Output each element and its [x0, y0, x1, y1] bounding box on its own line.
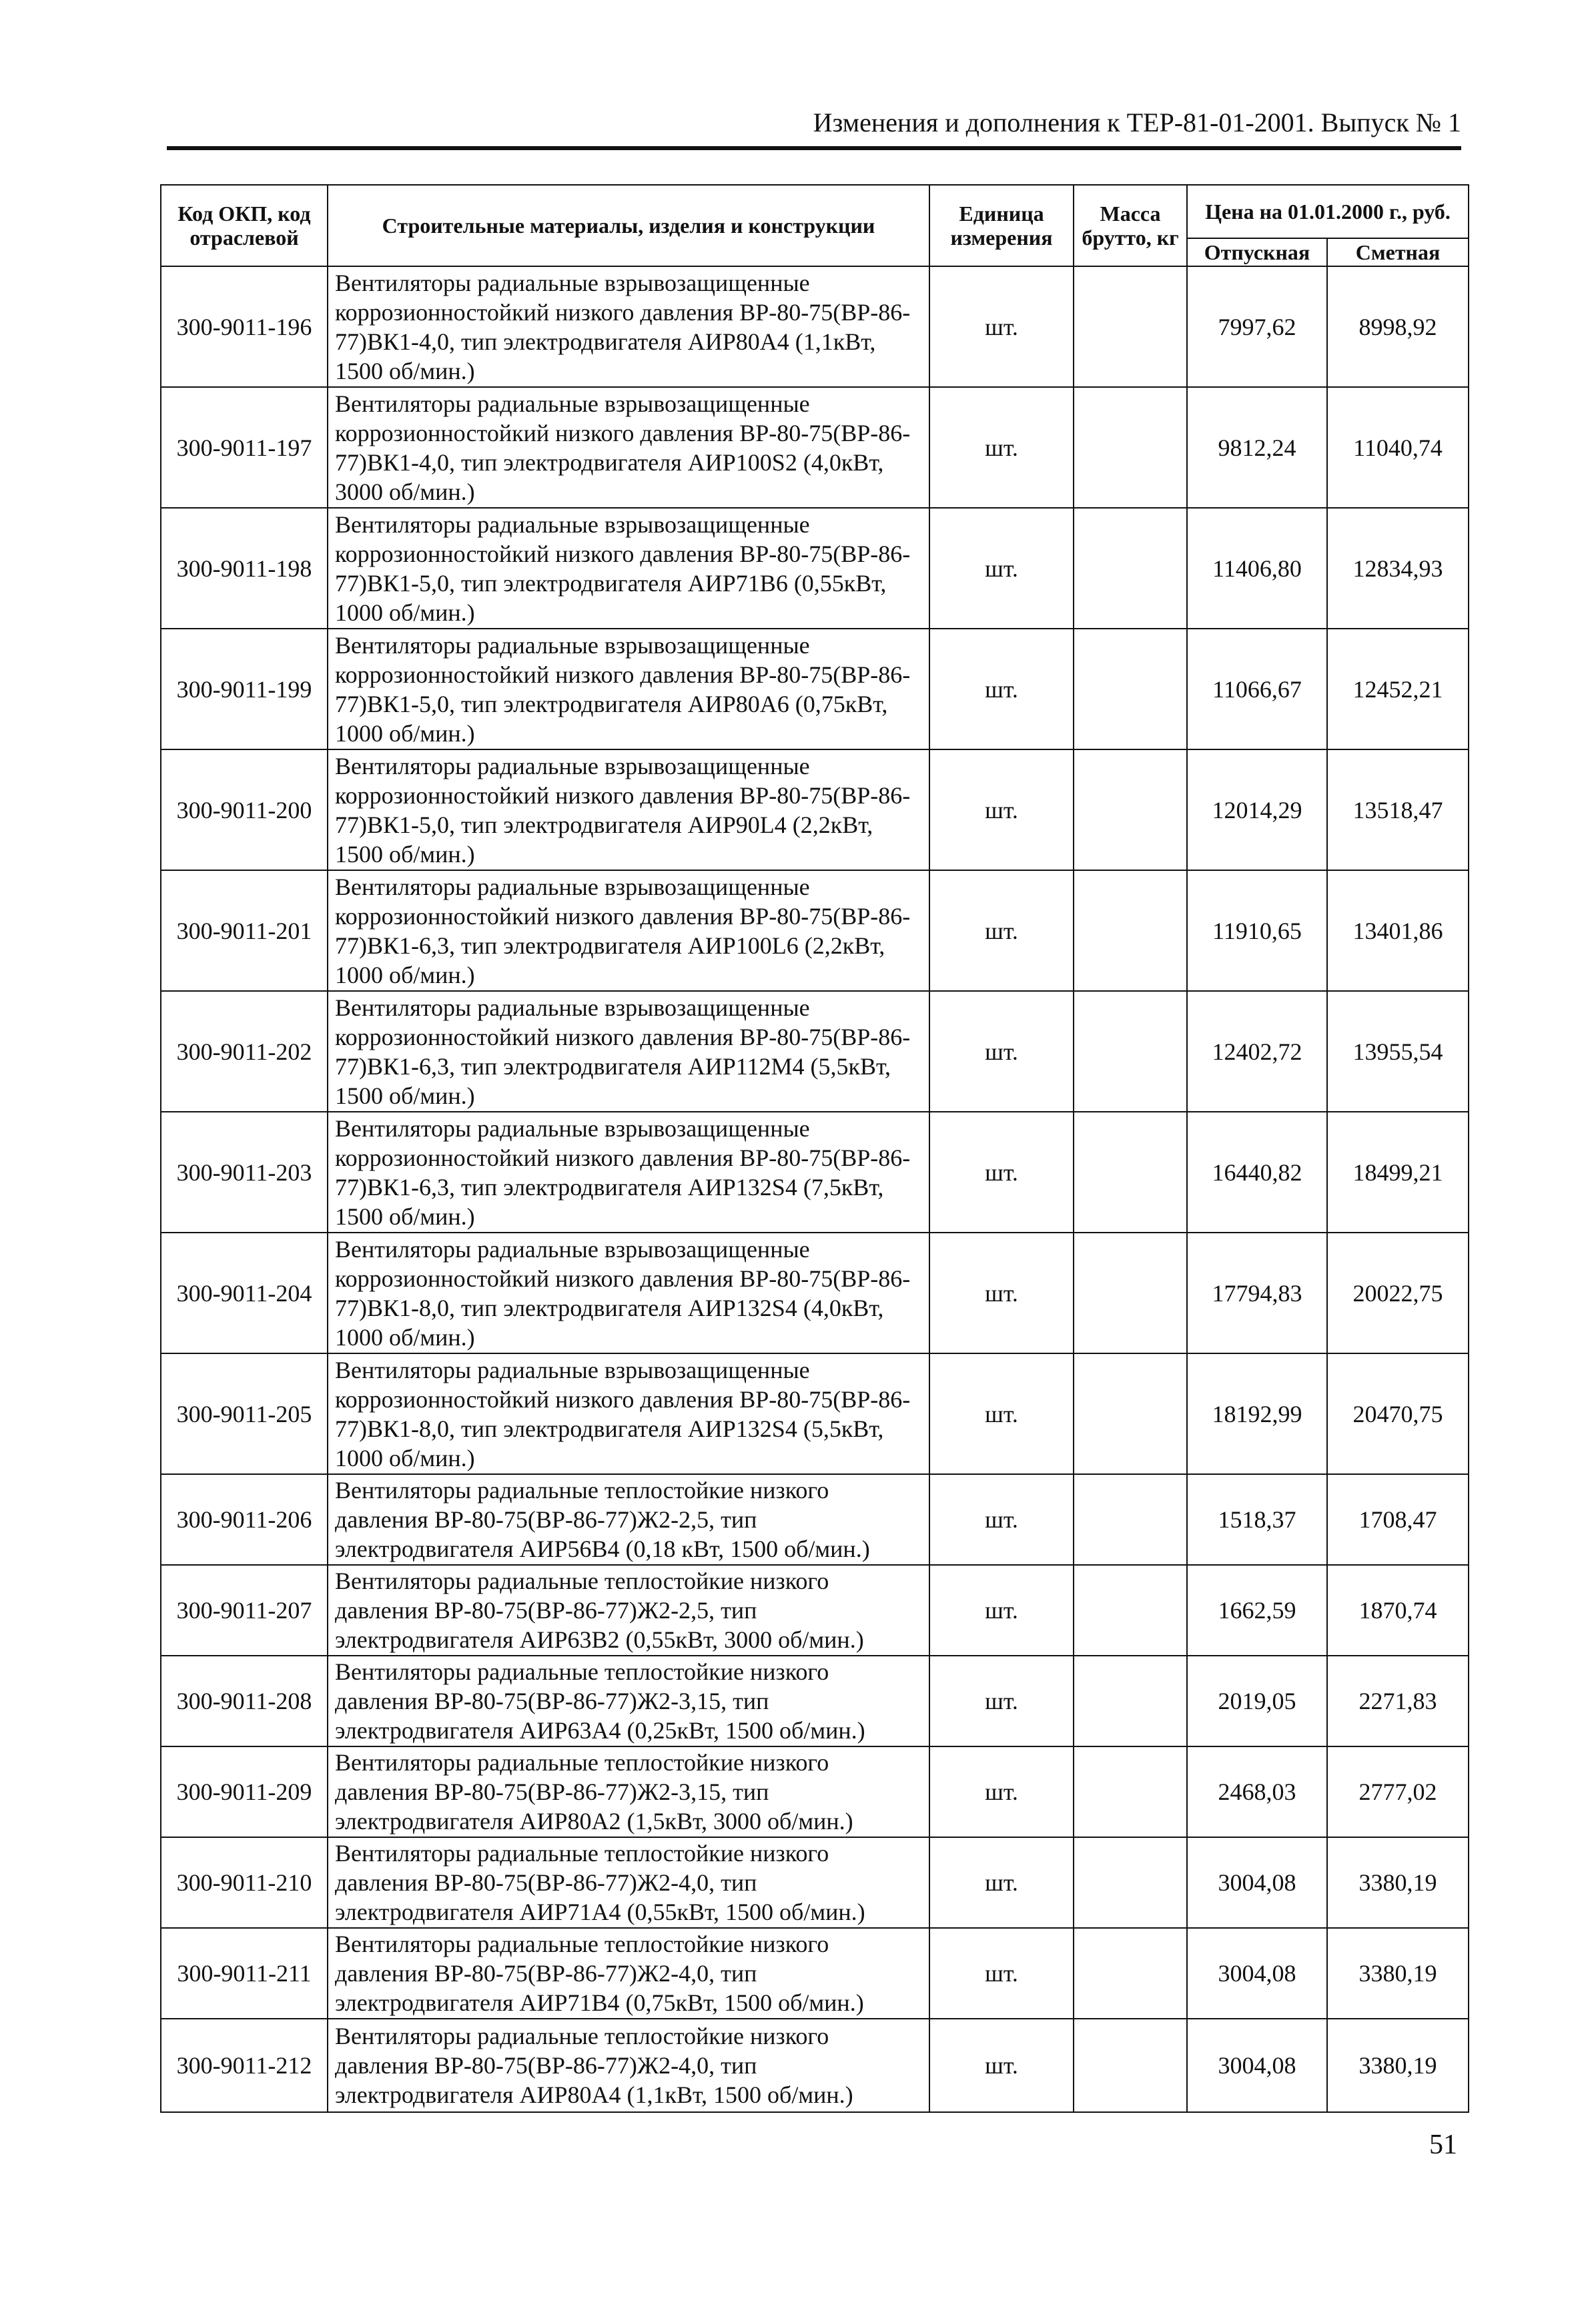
code-cell: 300-9011-200 [161, 749, 328, 870]
release-price-cell: 2468,03 [1187, 1746, 1327, 1837]
unit-cell: шт. [929, 1928, 1074, 2019]
unit-cell: шт. [929, 629, 1074, 749]
material-name-cell: Вентиляторы радиальные взрывозащищенные коррозионностойкий низкого давления ВР-80-75(ВР-86-77)ВК1-6,3, тип электродвигателя АИР112М4 (5,5кВт, 1500 об/мин.) [328, 991, 929, 1112]
unit-cell: шт. [929, 387, 1074, 508]
material-name-cell: Вентиляторы радиальные теплостойкие низкого давления ВР-80-75(ВР-86-77)Ж2-4,0, тип электродвигателя АИР80А4 (1,1кВт, 1500 об/мин.) [328, 2019, 929, 2112]
column-header-code: Код ОКП, код отраслевой [161, 185, 328, 266]
material-name-cell: Вентиляторы радиальные взрывозащищенные коррозионностойкий низкого давления ВР-80-75(ВР-86-77)ВК1-5,0, тип электродвигателя АИР71В6 (0,55кВт, 1000 об/мин.) [328, 508, 929, 629]
mass-cell [1074, 1746, 1187, 1837]
unit-cell: шт. [929, 870, 1074, 991]
column-header-mass: Масса брутто, кг [1074, 185, 1187, 266]
code-cell: 300-9011-196 [161, 266, 328, 387]
column-header-price: Цена на 01.01.2000 г., руб. [1187, 185, 1469, 238]
estimate-price-cell: 12834,93 [1327, 508, 1469, 629]
estimate-price-cell: 20022,75 [1327, 1233, 1469, 1353]
table-row [161, 1474, 1469, 1565]
material-name-cell: Вентиляторы радиальные взрывозащищенные коррозионностойкий низкого давления ВР-80-75(ВР-86-77)ВК1-4,0, тип электродвигателя АИР80А4 (1,1кВт, 1500 об/мин.) [328, 266, 929, 387]
code-cell: 300-9011-197 [161, 387, 328, 508]
table-row [161, 508, 1469, 629]
table-row [161, 1233, 1469, 1353]
table-row [161, 1928, 1469, 2019]
material-name-cell: Вентиляторы радиальные взрывозащищенные коррозионностойкий низкого давления ВР-80-75(ВР-86-77)ВК1-5,0, тип электродвигателя АИР80А6 (0,75кВт, 1000 об/мин.) [328, 629, 929, 749]
unit-cell: шт. [929, 1837, 1074, 1928]
code-cell: 300-9011-203 [161, 1112, 328, 1233]
material-name-cell: Вентиляторы радиальные теплостойкие низкого давления ВР-80-75(ВР-86-77)Ж2-4,0, тип электродвигателя АИР71В4 (0,75кВт, 1500 об/мин.) [328, 1928, 929, 2019]
unit-cell: шт. [929, 1233, 1074, 1353]
estimate-price-cell: 12452,21 [1327, 629, 1469, 749]
mass-cell [1074, 508, 1187, 629]
release-price-cell: 11406,80 [1187, 508, 1327, 629]
estimate-price-cell: 8998,92 [1327, 266, 1469, 387]
code-cell: 300-9011-207 [161, 1565, 328, 1656]
column-header-price-estimate: Сметная [1327, 238, 1469, 266]
table-row [161, 1656, 1469, 1746]
estimate-price-cell: 3380,19 [1327, 2019, 1469, 2112]
material-name-cell: Вентиляторы радиальные взрывозащищенные коррозионностойкий низкого давления ВР-80-75(ВР-86-77)ВК1-8,0, тип электродвигателя АИР132S4 (4,0кВт, 1000 об/мин.) [328, 1233, 929, 1353]
code-cell: 300-9011-212 [161, 2019, 328, 2112]
estimate-price-cell: 1708,47 [1327, 1474, 1469, 1565]
mass-cell [1074, 1928, 1187, 2019]
estimate-price-cell: 1870,74 [1327, 1565, 1469, 1656]
estimate-price-cell: 18499,21 [1327, 1112, 1469, 1233]
estimate-price-cell: 13401,86 [1327, 870, 1469, 991]
estimate-price-cell: 2777,02 [1327, 1746, 1469, 1837]
code-cell: 300-9011-208 [161, 1656, 328, 1746]
code-cell: 300-9011-209 [161, 1746, 328, 1837]
material-name-cell: Вентиляторы радиальные теплостойкие низкого давления ВР-80-75(ВР-86-77)Ж2-3,15, тип электродвигателя АИР63А4 (0,25кВт, 1500 об/мин.) [328, 1656, 929, 1746]
code-cell: 300-9011-204 [161, 1233, 328, 1353]
estimate-price-cell: 2271,83 [1327, 1656, 1469, 1746]
code-cell: 300-9011-202 [161, 991, 328, 1112]
release-price-cell: 12402,72 [1187, 991, 1327, 1112]
page-number: 51 [1429, 2129, 1457, 2160]
release-price-cell: 16440,82 [1187, 1112, 1327, 1233]
table-row [161, 870, 1469, 991]
unit-cell: шт. [929, 1474, 1074, 1565]
estimate-price-cell: 11040,74 [1327, 387, 1469, 508]
code-cell: 300-9011-198 [161, 508, 328, 629]
material-name-cell: Вентиляторы радиальные теплостойкие низкого давления ВР-80-75(ВР-86-77)Ж2-3,15, тип электродвигателя АИР80А2 (1,5кВт, 3000 об/мин.) [328, 1746, 929, 1837]
table-row [161, 2019, 1469, 2112]
material-name-cell: Вентиляторы радиальные взрывозащищенные коррозионностойкий низкого давления ВР-80-75(ВР-86-77)ВК1-4,0, тип электродвигателя АИР100S2 (4,0кВт, 3000 об/мин.) [328, 387, 929, 508]
material-name-cell: Вентиляторы радиальные теплостойкие низкого давления ВР-80-75(ВР-86-77)Ж2-4,0, тип электродвигателя АИР71А4 (0,55кВт, 1500 об/мин.) [328, 1837, 929, 1928]
code-cell: 300-9011-206 [161, 1474, 328, 1565]
mass-cell [1074, 991, 1187, 1112]
mass-cell [1074, 1112, 1187, 1233]
column-header-name: Строительные материалы, изделия и конструкции [328, 185, 929, 266]
code-cell: 300-9011-210 [161, 1837, 328, 1928]
material-name-cell: Вентиляторы радиальные взрывозащищенные коррозионностойкий низкого давления ВР-80-75(ВР-86-77)ВК1-6,3, тип электродвигателя АИР100L6 (2,2кВт, 1000 об/мин.) [328, 870, 929, 991]
table-row [161, 1112, 1469, 1233]
release-price-cell: 12014,29 [1187, 749, 1327, 870]
mass-cell [1074, 870, 1187, 991]
table-row [161, 266, 1469, 387]
release-price-cell: 7997,62 [1187, 266, 1327, 387]
release-price-cell: 3004,08 [1187, 1837, 1327, 1928]
table-row [161, 991, 1469, 1112]
material-name-cell: Вентиляторы радиальные взрывозащищенные коррозионностойкий низкого давления ВР-80-75(ВР-86-77)ВК1-5,0, тип электродвигателя АИР90L4 (2,2кВт, 1500 об/мин.) [328, 749, 929, 870]
unit-cell: шт. [929, 1353, 1074, 1474]
materials-price-table [160, 184, 1469, 2113]
release-price-cell: 1662,59 [1187, 1565, 1327, 1656]
estimate-price-cell: 20470,75 [1327, 1353, 1469, 1474]
unit-cell: шт. [929, 1565, 1074, 1656]
release-price-cell: 1518,37 [1187, 1474, 1327, 1565]
material-name-cell: Вентиляторы радиальные взрывозащищенные коррозионностойкий низкого давления ВР-80-75(ВР-86-77)ВК1-8,0, тип электродвигателя АИР132S4 (5,5кВт, 1000 об/мин.) [328, 1353, 929, 1474]
code-cell: 300-9011-201 [161, 870, 328, 991]
estimate-price-cell: 3380,19 [1327, 1837, 1469, 1928]
unit-cell: шт. [929, 1112, 1074, 1233]
release-price-cell: 17794,83 [1187, 1233, 1327, 1353]
mass-cell [1074, 1656, 1187, 1746]
release-price-cell: 3004,08 [1187, 2019, 1327, 2112]
release-price-cell: 3004,08 [1187, 1928, 1327, 2019]
table-row [161, 749, 1469, 870]
running-header: Изменения и дополнения к ТЕР-81-01-2001. Выпуск № 1 [167, 107, 1461, 150]
unit-cell: шт. [929, 749, 1074, 870]
code-cell: 300-9011-211 [161, 1928, 328, 2019]
release-price-cell: 18192,99 [1187, 1353, 1327, 1474]
unit-cell: шт. [929, 1656, 1074, 1746]
table-row [161, 1746, 1469, 1837]
code-cell: 300-9011-199 [161, 629, 328, 749]
table-row [161, 1565, 1469, 1656]
estimate-price-cell: 13955,54 [1327, 991, 1469, 1112]
mass-cell [1074, 1837, 1187, 1928]
mass-cell [1074, 749, 1187, 870]
unit-cell: шт. [929, 2019, 1074, 2112]
estimate-price-cell: 13518,47 [1327, 749, 1469, 870]
mass-cell [1074, 2019, 1187, 2112]
table-body [161, 266, 1469, 2112]
mass-cell [1074, 1353, 1187, 1474]
unit-cell: шт. [929, 991, 1074, 1112]
release-price-cell: 9812,24 [1187, 387, 1327, 508]
material-name-cell: Вентиляторы радиальные теплостойкие низкого давления ВР-80-75(ВР-86-77)Ж2-2,5, тип электродвигателя АИР56В4 (0,18 кВт, 1500 об/мин.) [328, 1474, 929, 1565]
release-price-cell: 11066,67 [1187, 629, 1327, 749]
estimate-price-cell: 3380,19 [1327, 1928, 1469, 2019]
table-row [161, 1353, 1469, 1474]
release-price-cell: 11910,65 [1187, 870, 1327, 991]
unit-cell: шт. [929, 266, 1074, 387]
mass-cell [1074, 387, 1187, 508]
table-row [161, 629, 1469, 749]
material-name-cell: Вентиляторы радиальные взрывозащищенные коррозионностойкий низкого давления ВР-80-75(ВР-86-77)ВК1-6,3, тип электродвигателя АИР132S4 (7,5кВт, 1500 об/мин.) [328, 1112, 929, 1233]
table-row [161, 1837, 1469, 1928]
unit-cell: шт. [929, 1746, 1074, 1837]
mass-cell [1074, 1474, 1187, 1565]
column-header-unit: Единица измерения [929, 185, 1074, 266]
column-header-price-release: Отпускная [1187, 238, 1327, 266]
release-price-cell: 2019,05 [1187, 1656, 1327, 1746]
material-name-cell: Вентиляторы радиальные теплостойкие низкого давления ВР-80-75(ВР-86-77)Ж2-2,5, тип электродвигателя АИР63В2 (0,55кВт, 3000 об/мин.) [328, 1565, 929, 1656]
unit-cell: шт. [929, 508, 1074, 629]
mass-cell [1074, 1565, 1187, 1656]
mass-cell [1074, 266, 1187, 387]
mass-cell [1074, 629, 1187, 749]
mass-cell [1074, 1233, 1187, 1353]
code-cell: 300-9011-205 [161, 1353, 328, 1474]
table-row [161, 387, 1469, 508]
